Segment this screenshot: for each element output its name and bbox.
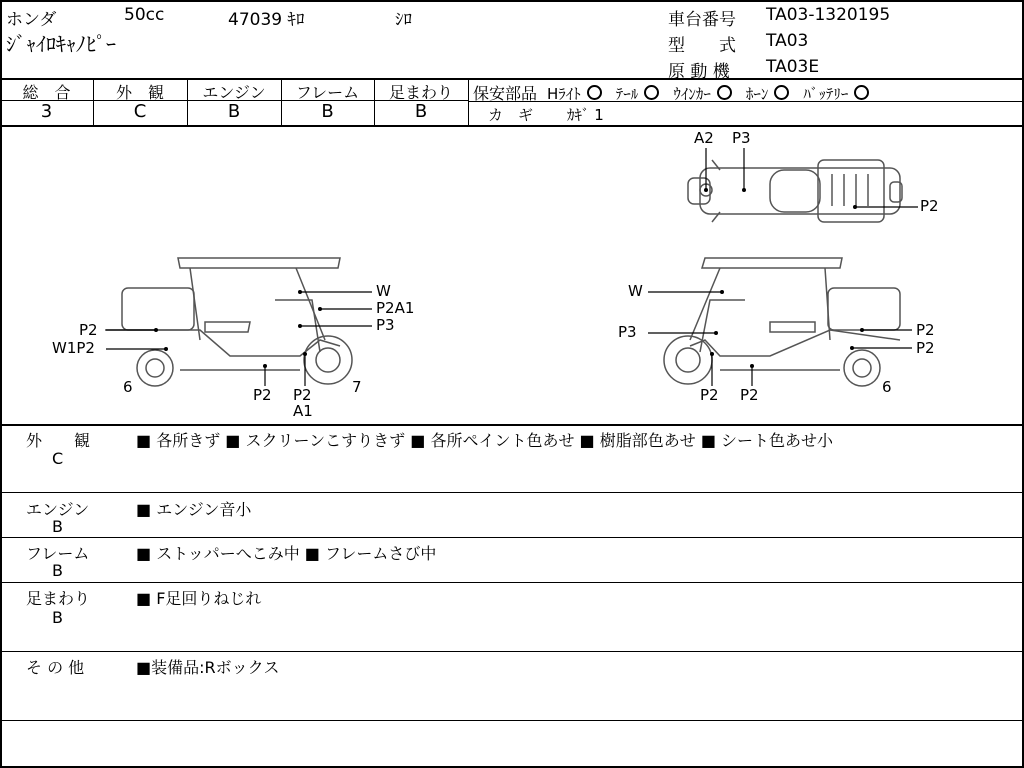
chassis-value: TA03-1320195 — [766, 5, 891, 25]
engine-label: 原 動 機 — [668, 62, 730, 82]
diagram-label: P2 — [700, 386, 719, 404]
grade-value-exterior: C — [133, 101, 147, 122]
safety-item-battery: ﾊﾞｯﾃﾘｰ — [803, 85, 849, 103]
grade-value-frame: B — [321, 101, 334, 122]
diagram-label: P2 — [79, 321, 98, 339]
grade-header-exterior: 外 観 — [115, 83, 164, 102]
rule — [0, 537, 1024, 538]
key-label: カ ギ — [488, 106, 534, 124]
rule — [0, 582, 1024, 583]
rule — [0, 720, 1024, 721]
section-text-other: ■装備品:Rボックス — [136, 658, 280, 677]
engine-value: TA03E — [766, 57, 820, 77]
section-grade-exterior: C — [52, 449, 64, 468]
safety-item-headlight: Hﾗｲﾄ — [547, 85, 581, 103]
rule — [0, 651, 1024, 652]
ok-circle-icon — [774, 85, 789, 100]
section-grade-suspension: B — [52, 608, 63, 627]
diagram-label: P3 — [732, 129, 751, 147]
ok-circle-icon — [587, 85, 602, 100]
safety-title: 保安部品 — [473, 84, 538, 103]
section-text-suspension: ■ F足回りねじれ — [136, 589, 262, 608]
section-heading-suspension: 足まわり — [26, 589, 91, 608]
diagram-label: A1 — [293, 402, 313, 420]
section-grade-frame: B — [52, 561, 63, 580]
grade-value-suspension: B — [414, 101, 428, 122]
rule — [0, 492, 1024, 493]
diagram-label: W1P2 — [52, 339, 95, 357]
ok-circle-icon — [644, 85, 659, 100]
safety-item-tail: ﾃｰﾙ — [615, 85, 639, 103]
diagram-label: 6 — [123, 378, 133, 396]
section-heading-engine: エンジン — [26, 500, 90, 519]
grade-header-engine: エンジン — [202, 83, 266, 102]
rule — [0, 125, 1024, 127]
displacement: 50cc — [124, 5, 165, 25]
section-text-engine: ■ エンジン音小 — [136, 500, 252, 519]
grade-value-engine: B — [227, 101, 241, 122]
section-text-frame: ■ ストッパーへこみ中 ■ フレームさび中 — [136, 544, 437, 563]
mileage: 47039 ｷﾛ — [228, 10, 305, 30]
section-grade-engine: B — [52, 517, 63, 536]
rule — [468, 79, 469, 125]
diagram-label: A2 — [694, 129, 714, 147]
ok-circle-icon — [854, 85, 869, 100]
grade-header-frame: フレーム — [295, 83, 360, 102]
section-heading-frame: フレーム — [26, 544, 90, 563]
color: ｼﾛ — [395, 10, 412, 30]
grade-value-overall: 3 — [40, 101, 53, 122]
ok-circle-icon — [717, 85, 732, 100]
grade-header-overall: 総 合 — [22, 83, 71, 102]
maker: ホンダ — [6, 10, 57, 30]
safety-item-winker: ｳｲﾝｶｰ — [673, 85, 711, 103]
safety-item-horn: ﾎｰﾝ — [745, 85, 769, 103]
diagram-label: P2 — [253, 386, 272, 404]
diagram-label: P2A1 — [376, 299, 415, 317]
safety-row — [473, 81, 883, 104]
diagram-label: 7 — [352, 378, 362, 396]
diagram-label: P2 — [916, 321, 935, 339]
diagram-label: P3 — [618, 323, 637, 341]
diagram-label: P2 — [920, 197, 939, 215]
section-heading-exterior: 外 観 — [26, 431, 91, 450]
diagram-label: 6 — [882, 378, 892, 396]
chassis-label: 車台番号 — [668, 10, 736, 30]
section-heading-other: そ の 他 — [26, 658, 85, 677]
diagram-label: P3 — [376, 316, 395, 334]
diagram-label: P2 — [916, 339, 935, 357]
diagram-label: P2 — [740, 386, 759, 404]
section-text-exterior: ■ 各所きず ■ スクリーンこすりきず ■ 各所ペイント色あせ ■ 樹脂部色あせ ■ シート色あせ小 — [136, 431, 834, 450]
key-value: ｶｷﾞ 1 — [567, 106, 604, 124]
diagram-label: P2 — [293, 386, 312, 404]
type-label: 型 式 — [668, 36, 736, 56]
type-value: TA03 — [766, 31, 809, 51]
diagram-label: W — [628, 282, 643, 300]
diagram-label: W — [376, 282, 391, 300]
rule — [0, 424, 1024, 426]
grade-header-suspension: 足まわり — [388, 83, 453, 102]
model-name: ｼﾞｬｲﾛｷｬﾉﾋﾟｰ — [6, 32, 116, 56]
